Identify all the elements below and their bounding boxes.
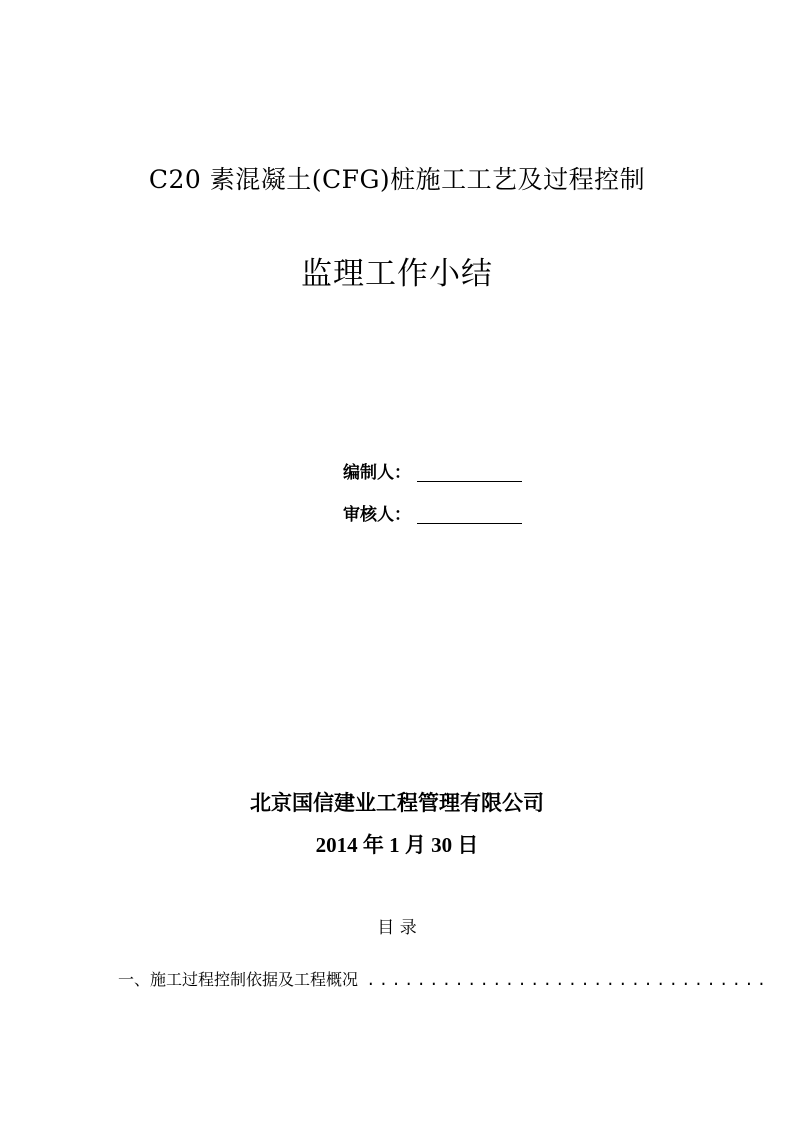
reviewer-signature-line bbox=[417, 523, 522, 524]
editor-label: 编制人： bbox=[343, 463, 411, 483]
reviewer-signature-row bbox=[343, 500, 522, 526]
reviewer-label: 审核人： bbox=[343, 505, 411, 525]
document-subtitle: 监理工作小结 bbox=[301, 256, 493, 292]
toc-entry[interactable] bbox=[118, 968, 770, 993]
toc-entry-leader: ................................ bbox=[366, 972, 770, 990]
toc-entry-text: 一、施工过程控制依据及工程概况 bbox=[118, 970, 359, 989]
toc-heading: 目 录 bbox=[377, 918, 417, 938]
editor-signature-line bbox=[417, 481, 522, 482]
document-title: C20 素混凝土(CFG)桩施工工艺及过程控制 bbox=[148, 165, 646, 194]
editor-signature-row bbox=[343, 458, 522, 484]
document-date: 2014 年 1 月 30 日 bbox=[315, 833, 479, 857]
company-name: 北京国信建业工程管理有限公司 bbox=[250, 790, 544, 815]
